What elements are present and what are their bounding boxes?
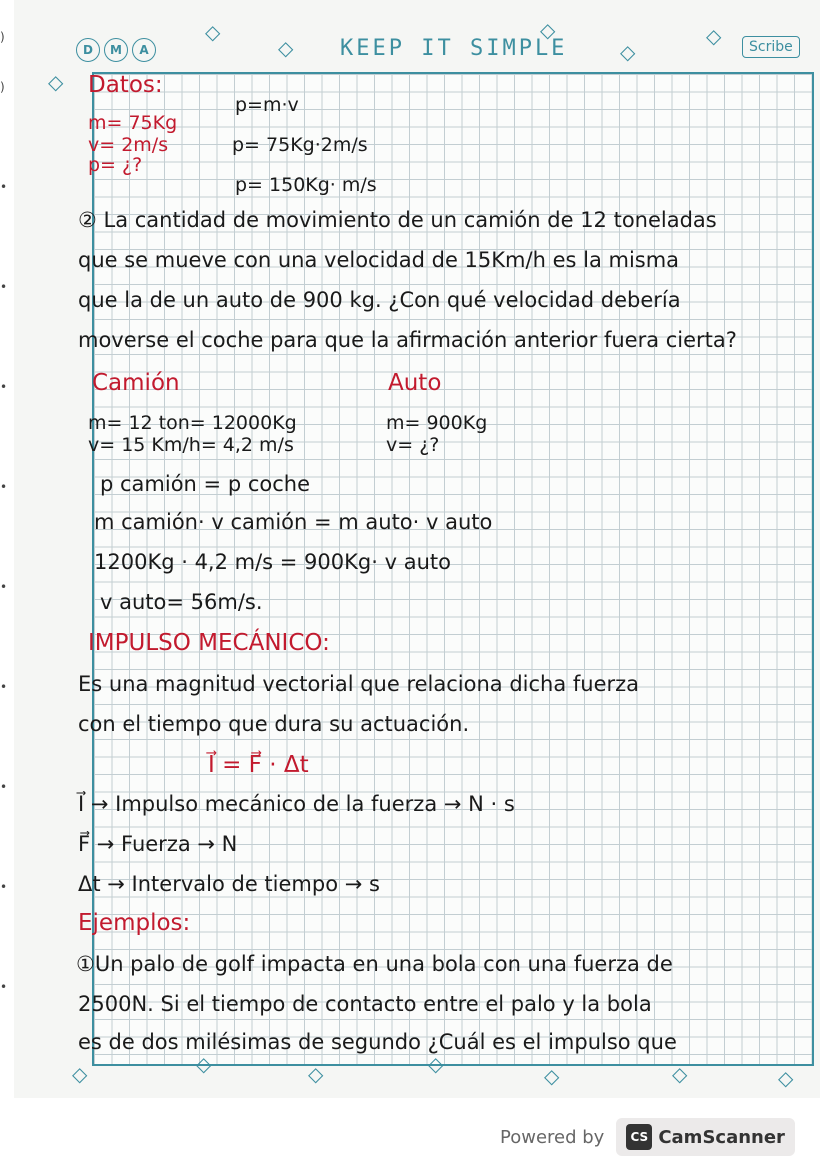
- binder-ring: •: [0, 780, 8, 794]
- binder-ring: •: [0, 880, 8, 894]
- binder-ring: ): [0, 30, 5, 44]
- diamond-icon: ◇: [428, 1052, 444, 1076]
- brand-title: KEEP IT SIMPLE: [340, 36, 568, 61]
- legend-time: Δt → Intervalo de tiempo → s: [78, 872, 380, 896]
- binder-ring: •: [0, 680, 8, 694]
- notebook-header: [0, 0, 828, 70]
- camion-velocity: v= 15 Km/h= 4,2 m/s: [88, 434, 294, 456]
- legend-force: F⃗ → Fuerza → N: [78, 832, 238, 856]
- equation-line: v auto= 56m/s.: [100, 590, 263, 614]
- auto-velocity: v= ¿?: [386, 434, 440, 456]
- ejemplos-label: Ejemplos:: [78, 910, 191, 936]
- binder-ring: •: [0, 380, 8, 394]
- definition-line: con el tiempo que dura su actuación.: [78, 712, 470, 736]
- equation-line: m camión· v camión = m auto· v auto: [94, 510, 493, 534]
- binder-ring: •: [0, 180, 8, 194]
- example-1-line: 2500N. Si el tiempo de contacto entre el palo y la bola: [78, 992, 652, 1016]
- diamond-icon: ◇: [48, 70, 64, 94]
- impulso-formula: I⃗ = F⃗ · Δt: [208, 752, 309, 778]
- camscanner-watermark: [500, 1118, 795, 1156]
- tab-m: M: [104, 38, 128, 62]
- auto-mass: m= 900Kg: [386, 412, 488, 434]
- formula-result: p= 150Kg· m/s: [235, 174, 377, 196]
- powered-by-text: Powered by: [500, 1126, 605, 1148]
- equation-line: p camión = p coche: [100, 472, 310, 496]
- camscanner-badge: [616, 1118, 795, 1156]
- diamond-icon: ◇: [540, 18, 556, 42]
- given-momentum: p= ¿?: [88, 154, 143, 176]
- formula-substitution: p= 75Kg·2m/s: [232, 134, 368, 156]
- given-mass: m= 75Kg: [88, 112, 178, 134]
- problem-2-line: moverse el coche para que la afirmación anterior fuera cierta?: [78, 328, 737, 352]
- auto-label: Auto: [388, 370, 442, 396]
- diamond-icon: ◇: [72, 1062, 88, 1086]
- diamond-icon: ◇: [620, 40, 636, 64]
- diamond-icon: ◇: [544, 1064, 560, 1088]
- diamond-icon: ◇: [278, 36, 294, 60]
- given-velocity: v= 2m/s: [88, 134, 169, 156]
- problem-2-line: que la de un auto de 900 kg. ¿Con qué velocidad debería: [78, 288, 681, 312]
- example-1-line: ①Un palo de golf impacta en una bola con una fuerza de: [76, 952, 673, 976]
- example-1-line: es de dos milésimas de segundo ¿Cuál es el impulso que: [78, 1030, 677, 1054]
- definition-line: Es una magnitud vectorial que relaciona dicha fuerza: [78, 672, 640, 696]
- legend-impulse: I⃗ → Impulso mecánico de la fuerza → N · s: [78, 792, 515, 816]
- binder-ring: •: [0, 480, 8, 494]
- binder-ring: ): [0, 80, 5, 94]
- binder-ring: •: [0, 280, 8, 294]
- camion-mass: m= 12 ton= 12000Kg: [88, 412, 297, 434]
- diamond-icon: ◇: [672, 1062, 688, 1086]
- datos-label: Datos:: [88, 72, 163, 98]
- equation-line: 1200Kg · 4,2 m/s = 900Kg· v auto: [94, 550, 451, 574]
- camscanner-name: CamScanner: [658, 1126, 785, 1148]
- camscanner-logo-icon: CS: [626, 1124, 652, 1150]
- formula-momentum: p=m·v: [235, 94, 299, 116]
- impulso-heading: IMPULSO MECÁNICO:: [88, 630, 330, 656]
- diamond-icon: ◇: [706, 24, 722, 48]
- binder-ring: •: [0, 980, 8, 994]
- problem-2-line: que se mueve con una velocidad de 15Km/h es la misma: [78, 248, 680, 272]
- diamond-icon: ◇: [205, 20, 221, 44]
- tab-a: A: [132, 38, 156, 62]
- tab-d: D: [76, 38, 100, 62]
- scribe-badge: Scribe: [742, 36, 800, 58]
- dma-tabs: [76, 38, 156, 62]
- camion-label: Camión: [92, 370, 180, 396]
- diamond-icon: ◇: [778, 1066, 794, 1090]
- diamond-icon: ◇: [308, 1062, 324, 1086]
- diamond-icon: ◇: [196, 1052, 212, 1076]
- problem-2-line: ② La cantidad de movimiento de un camión de 12 toneladas: [78, 208, 717, 232]
- binder-ring: •: [0, 580, 8, 594]
